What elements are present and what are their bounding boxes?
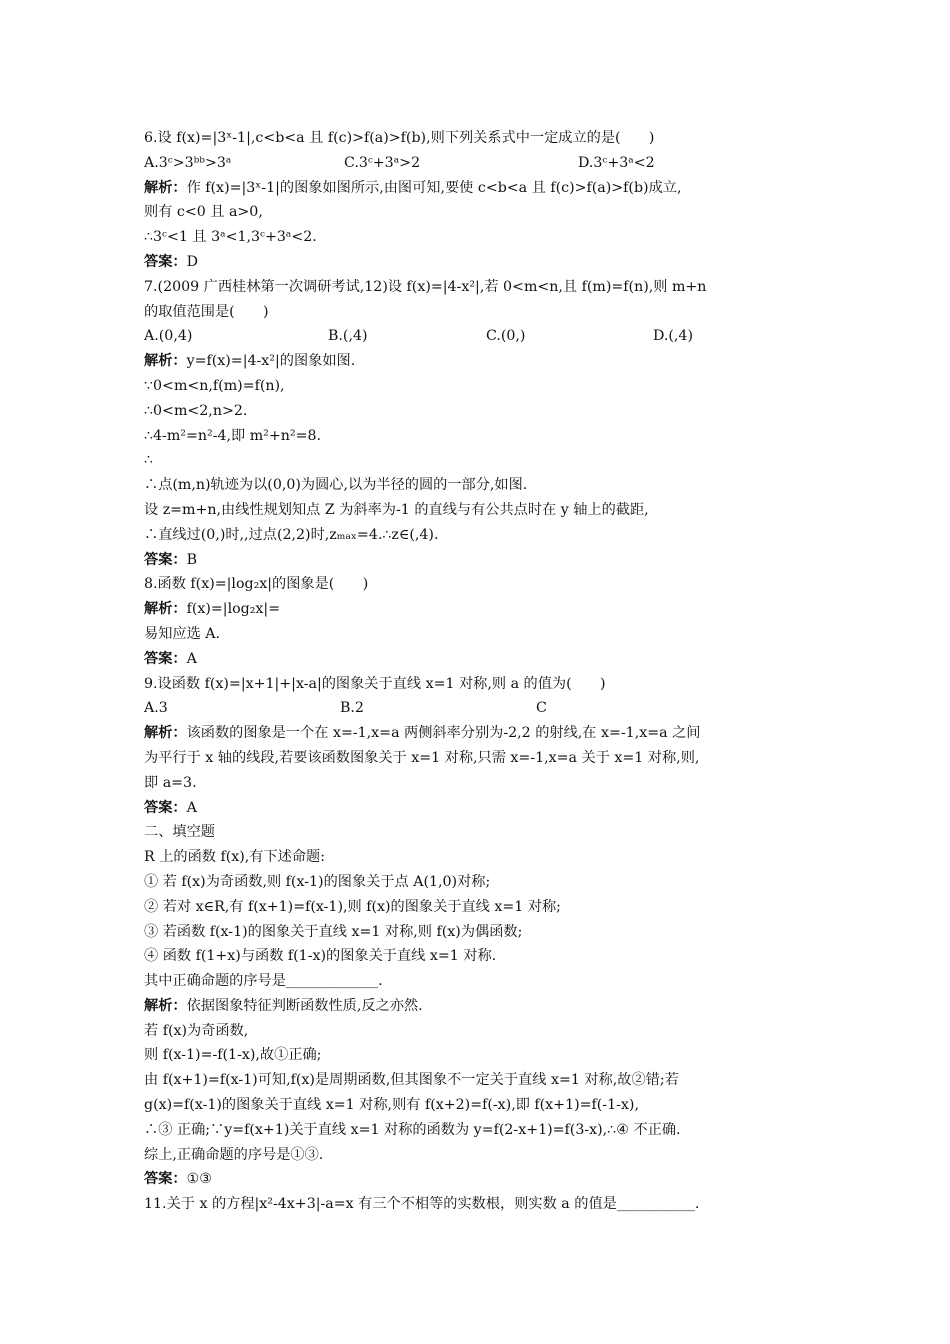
text-line bbox=[144, 300, 814, 325]
text-line bbox=[144, 1019, 814, 1044]
text-line bbox=[144, 895, 814, 920]
line-text: R 上的函数 f(x),有下述命题: bbox=[144, 849, 326, 866]
text-line bbox=[144, 225, 814, 250]
text-line bbox=[144, 1093, 814, 1118]
line-text: 的取值范围是( ) bbox=[144, 303, 269, 320]
line-text: 8.函数 f(x)=|log₂x|的图象是( ) bbox=[144, 576, 369, 593]
text-line bbox=[144, 1143, 814, 1168]
text-line bbox=[144, 572, 814, 597]
line-text: 易知应选 A. bbox=[144, 625, 221, 642]
line-text: 若 f(x)为奇函数, bbox=[144, 1022, 249, 1039]
line-text: A bbox=[186, 799, 197, 816]
text-line bbox=[144, 944, 814, 969]
text-line bbox=[144, 399, 814, 424]
line-text: ④ 函数 f(1+x)与函数 f(1-x)的图象关于直线 x=1 对称. bbox=[144, 948, 497, 965]
answer-option: B.2 bbox=[340, 700, 364, 717]
text-line bbox=[144, 746, 814, 771]
line-text: A bbox=[186, 650, 197, 667]
text-line bbox=[144, 473, 814, 498]
line-text: ① 若 f(x)为奇函数,则 f(x-1)的图象关于点 A(1,0)对称; bbox=[144, 873, 491, 890]
text-line bbox=[144, 275, 814, 300]
line-text: g(x)=f(x-1)的图象关于直线 x=1 对称,则有 f(x+2)=f(-x),即 f(x+1)=f(-1-x), bbox=[144, 1097, 639, 1114]
line-text: ∴直线过(0,)时,,过点(2,2)时,zₘₐₓ=4.∴z∈(,4). bbox=[144, 526, 439, 543]
answer-option: C bbox=[536, 700, 547, 717]
line-text: f(x)=|log₂x|= bbox=[186, 601, 281, 618]
bold-label: 解析： bbox=[144, 601, 187, 618]
answer-option: A.3ᶜ>3ᵇᵇ>3ᵃ bbox=[144, 154, 232, 171]
answer-option: B.(,4) bbox=[328, 328, 368, 345]
text-line bbox=[144, 870, 814, 895]
answer-options bbox=[144, 324, 814, 349]
text-line bbox=[144, 374, 814, 399]
bold-label: 答案： bbox=[144, 551, 187, 568]
text-line bbox=[144, 845, 814, 870]
line-text: D bbox=[186, 253, 198, 270]
text-line bbox=[144, 647, 814, 672]
line-text: 则 f(x-1)=-f(1-x),故①正确; bbox=[144, 1047, 322, 1064]
bold-label: 答案： bbox=[144, 650, 187, 667]
answer-option: A.(0,4) bbox=[144, 328, 193, 345]
text-line bbox=[144, 820, 814, 845]
line-text: 依据图象特征判断函数性质,反之亦然. bbox=[186, 997, 423, 1014]
text-line bbox=[144, 969, 814, 994]
line-text: 9.设函数 f(x)=|x+1|+|x-a|的图象关于直线 x=1 对称,则 a 的值为( ) bbox=[144, 675, 606, 692]
bold-label: 答案： bbox=[144, 253, 187, 270]
line-text: ∴0<m<2,n>2. bbox=[144, 402, 248, 419]
text-line bbox=[144, 498, 814, 523]
text-line bbox=[144, 250, 814, 275]
bold-label: 解析： bbox=[144, 179, 187, 196]
document-body bbox=[144, 126, 814, 1217]
text-line bbox=[144, 448, 814, 473]
bold-label: 解析： bbox=[144, 353, 187, 370]
text-line bbox=[144, 622, 814, 647]
line-text: ∴ bbox=[144, 452, 154, 469]
text-line bbox=[144, 771, 814, 796]
line-text: 7.(2009 广西桂林第一次调研考试,12)设 f(x)=|4-x²|,若 0<m<n,且 f(m)=f(n),则 m+n bbox=[144, 278, 707, 295]
line-text: B bbox=[186, 551, 198, 568]
bold-label: 答案： bbox=[144, 799, 187, 816]
line-text: ② 若对 x∈R,有 f(x+1)=f(x-1),则 f(x)的图象关于直线 x=1 对称; bbox=[144, 898, 561, 915]
line-text: 作 f(x)=|3ˣ-1|的图象如图所示,由图可知,要使 c<b<a 且 f(c)>f(a)>f(b)成立, bbox=[186, 179, 682, 196]
text-line bbox=[144, 523, 814, 548]
text-line bbox=[144, 672, 814, 697]
line-text: ∴3ᶜ<1 且 3ᵃ<1,3ᶜ+3ᵃ<2. bbox=[144, 229, 317, 246]
text-line bbox=[144, 1192, 814, 1217]
line-text: 6.设 f(x)=|3ˣ-1|,c<b<a 且 f(c)>f(a)>f(b),则下列关系式中一定成立的是( ) bbox=[144, 130, 655, 146]
line-text: 即 a=3. bbox=[144, 774, 197, 791]
line-text: 设 z=m+n,由线性规划知点 Z 为斜率为-1 的直线与有公共点时在 y 轴上的截距, bbox=[144, 501, 649, 518]
text-line bbox=[144, 1068, 814, 1093]
line-text: ∴③ 正确;∵y=f(x+1)关于直线 x=1 对称的函数为 y=f(2-x+1)=f(3-x),∴④ 不正确. bbox=[144, 1121, 681, 1138]
text-line bbox=[144, 1167, 814, 1192]
text-line bbox=[144, 349, 814, 374]
line-text: 由 f(x+1)=f(x-1)可知,f(x)是周期函数,但其图象不一定关于直线 x=1 对称,故②错;若 bbox=[144, 1072, 679, 1089]
answer-option: A.3 bbox=[144, 700, 168, 717]
text-line bbox=[144, 1118, 814, 1143]
line-text: 则有 c<0 且 a>0, bbox=[144, 204, 263, 221]
line-text: ∵0<m<n,f(m)=f(n), bbox=[144, 377, 285, 394]
text-line bbox=[144, 424, 814, 449]
answer-options bbox=[144, 696, 814, 721]
text-line bbox=[144, 126, 814, 151]
bold-label: 解析： bbox=[144, 725, 187, 742]
text-line bbox=[144, 721, 814, 746]
line-text: 该函数的图象是一个在 x=-1,x=a 两侧斜率分别为-2,2 的射线,在 x=-1,x=a 之间 bbox=[186, 725, 701, 742]
answer-option: C.3ᶜ+3ᵃ>2 bbox=[344, 154, 421, 171]
answer-option: D.3ᶜ+3ᵃ<2 bbox=[578, 154, 655, 171]
bold-label: 解析： bbox=[144, 997, 187, 1014]
line-text: 为平行于 x 轴的线段,若要该函数图象关于 x=1 对称,只需 x=-1,x=a 关于 x=1 对称,则, bbox=[144, 749, 700, 766]
bold-label: 答案： bbox=[144, 1171, 187, 1188]
line-text: ∴4-m²=n²-4,即 m²+n²=8. bbox=[144, 427, 322, 444]
text-line bbox=[144, 1043, 814, 1068]
line-text: 11.关于 x 的方程|x²-4x+3|-a=x 有三个不相等的实数根，则实数 a 的值是___________. bbox=[144, 1196, 700, 1213]
text-line bbox=[144, 200, 814, 225]
answer-option: C.(0,) bbox=[486, 328, 526, 345]
line-text: 其中正确命题的序号是_____________. bbox=[144, 973, 383, 990]
text-line bbox=[144, 796, 814, 821]
text-line bbox=[144, 597, 814, 622]
text-line bbox=[144, 548, 814, 573]
line-text: ③ 若函数 f(x-1)的图象关于直线 x=1 对称,则 f(x)为偶函数; bbox=[144, 923, 523, 940]
line-text: y=f(x)=|4-x²|的图象如图. bbox=[186, 353, 356, 370]
line-text: ∴点(m,n)轨迹为以(0,0)为圆心,以为半径的圆的一部分,如图. bbox=[144, 477, 528, 494]
line-text: 二、填空题 bbox=[144, 824, 215, 841]
text-line bbox=[144, 994, 814, 1019]
text-line bbox=[144, 176, 814, 201]
text-line bbox=[144, 920, 814, 945]
answer-option: D.(,4) bbox=[653, 328, 693, 345]
line-text: ①③ bbox=[186, 1171, 213, 1188]
answer-options bbox=[144, 151, 814, 176]
line-text: 综上,正确命题的序号是①③. bbox=[144, 1146, 324, 1163]
